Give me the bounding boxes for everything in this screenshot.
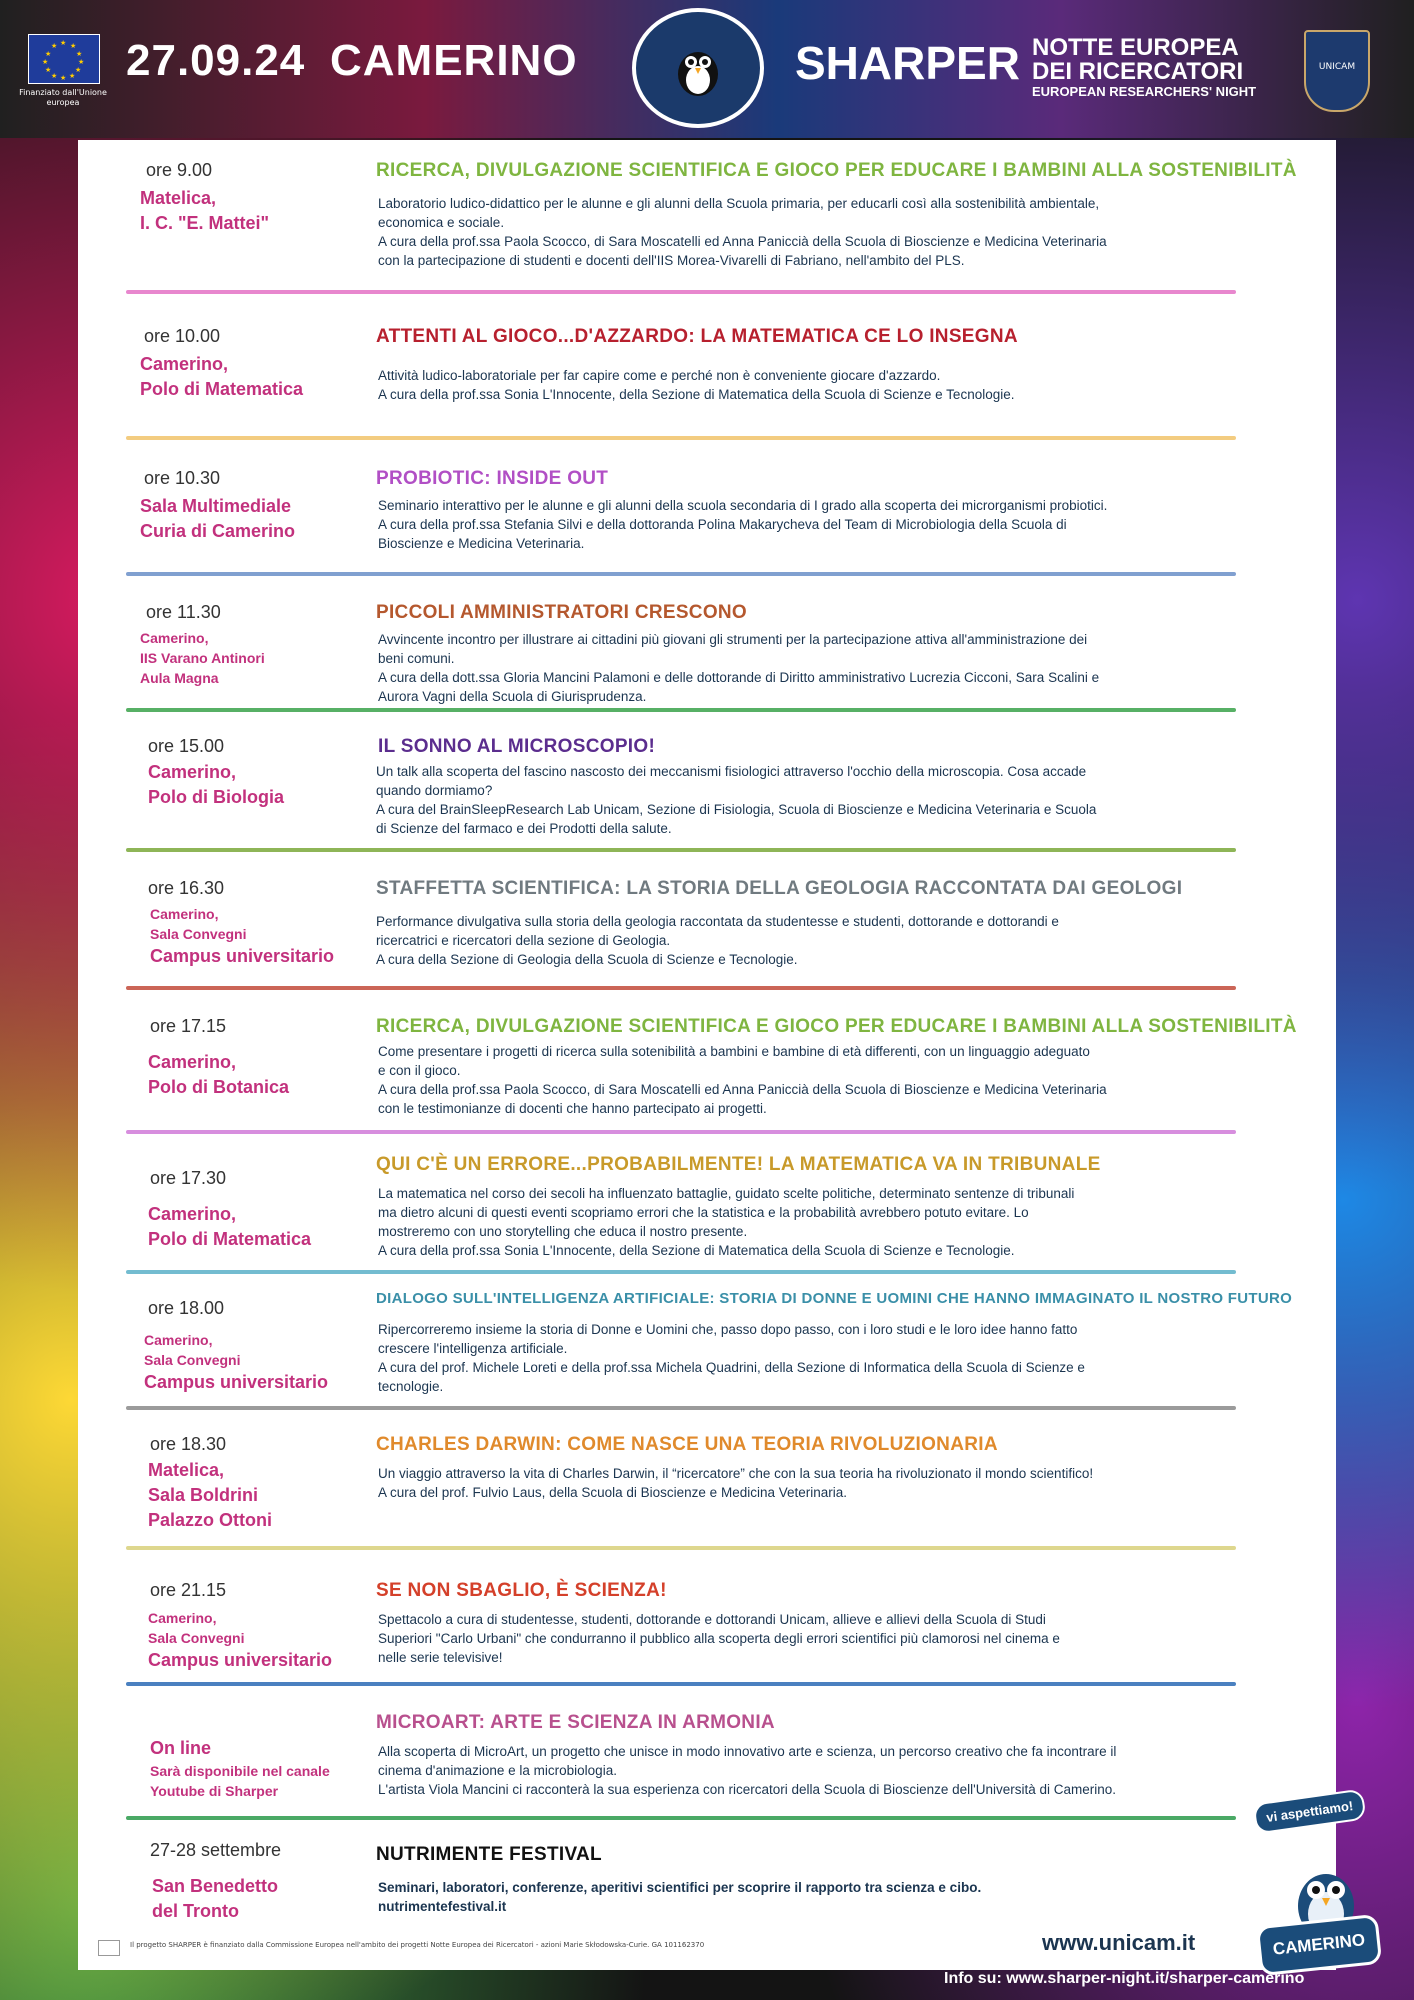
event-title: MICROART: ARTE E SCIENZA IN ARMONIA	[376, 1712, 775, 1733]
event-place: Camerino, Polo di Biologia	[148, 762, 284, 807]
event-time: ore 18.30	[150, 1434, 227, 1454]
event-place: Camerino, Polo di Matematica	[148, 1204, 312, 1249]
event-title: ATTENTI AL GIOCO...D'AZZARDO: LA MATEMATICA CE LO INSEGNA	[376, 326, 1018, 347]
eu-flag-icon: ★ ★ ★ ★ ★ ★ ★ ★ ★ ★ ★ ★	[28, 34, 100, 84]
owl-logo-icon	[666, 36, 730, 100]
event-time: ore 15.00	[148, 736, 225, 756]
event-title: STAFFETTA SCIENTIFICA: LA STORIA DELLA GEOLOGIA RACCONTATA DAI GEOLOGI	[376, 878, 1183, 899]
divider	[126, 1546, 1236, 1550]
info-link[interactable]: Info su: www.sharper-night.it/sharper-camerino	[944, 1970, 1305, 1987]
event-place: Camerino, IIS Varano Antinori Aula Magna	[140, 630, 265, 686]
event-title: DIALOGO SULL'INTELLIGENZA ARTIFICIALE: STORIA DI DONNE E UOMINI CHE HANNO IMMAGINATO IL NOSTRO FUTURO	[376, 1290, 1293, 1307]
event-title: SE NON SBAGLIO, È SCIENZA!	[376, 1580, 667, 1601]
divider	[126, 848, 1236, 852]
event-description: Spettacolo a cura di studentesse, studenti, dottorande e dottorandi Unicam, allieve e allievi della Scuola di Studi Superiori "Carlo Urbani" che condurranno il pubblico alla scoperta degli errori scientifici più clamorosi nel cinema e nelle serie televisive!	[378, 1612, 1060, 1665]
event-time: ore 16.30	[148, 878, 225, 898]
event-place: Matelica, Sala Boldrini Palazzo Ottoni	[148, 1460, 273, 1530]
event-time: ore 18.00	[148, 1298, 225, 1318]
divider	[126, 1682, 1236, 1686]
event-place: On line Sarà disponibile nel canale Youtube di Sharper	[150, 1738, 330, 1799]
eu-flag-small-icon	[98, 1940, 120, 1956]
event-title: QUI C'È UN ERRORE...PROBABILMENTE! LA MATEMATICA VA IN TRIBUNALE	[376, 1154, 1101, 1175]
event-time: ore 17.15	[150, 1016, 227, 1036]
event-description: Come presentare i progetti di ricerca sulla sotenibilità a bambini e bambine di età differenti, con un linguaggio adeguato e con il gioco. A cura della prof.ssa Paola Scocco, di Sara Moscatelli ed Anna Paniccià della Scuola di Bioscienze e Medicina Veterinaria con le testimonianze di docenti che hanno partecipato ai progetti.	[378, 1044, 1107, 1116]
event-title: PICCOLI AMMINISTRATORI CRESCONO	[376, 602, 748, 623]
funding-note: Il progetto SHARPER è finanziato dalla Commissione Europea nell'ambito dei progetti Notte Europea dei Ricercatori - azioni Marie Skłodowska-Curie. GA 101162370	[130, 1941, 705, 1949]
event-place: Camerino, Polo di Botanica	[148, 1052, 290, 1097]
event-description: Attività ludico-laboratoriale per far capire come e perché non è conveniente giocare d'azzardo. A cura della prof.ssa Sonia L'Innocente, della Sezione di Matematica della Scuola di Scienze e Tecnologie.	[378, 368, 1015, 402]
event-description: Un viaggio attraverso la vita di Charles Darwin, il “ricercatore” che con la sua teoria ha rivoluzionato il mondo scientifico! A cura del prof. Fulvio Laus, della Scuola di Bioscienze e Medicina Veterinaria.	[378, 1466, 1094, 1500]
divider	[126, 708, 1236, 712]
divider	[126, 1130, 1236, 1134]
program-panel	[78, 140, 1336, 1970]
event-title: PROBIOTIC: INSIDE OUT	[376, 468, 609, 489]
event-description: Alla scoperta di MicroArt, un progetto che unisce in modo innovativo arte e scienza, un percorso creativo che fa incontrare il cinema d'animazione e la microbiologia. L'artista Viola Mancini ci racconterà la sua esperienza con ricercatori della Scuola di Bioscienze dell'Università di Camerino.	[378, 1744, 1117, 1797]
sharper-logo	[632, 8, 764, 128]
notte-europea-title	[1032, 36, 1272, 84]
event-description: Ripercorreremo insieme la storia di Donne e Uomini che, passo dopo passo, con i loro studi e le loro idee hanno fatto crescere l'intelligenza artificiale. A cura del prof. Michele Loreti e della prof.ssa Michela Quadrini, della Sezione di Informatica della Scuola di Scienze e tecnologie.	[378, 1322, 1085, 1394]
notte-line-2: DEI RICERCATORI	[1032, 58, 1244, 85]
divider	[126, 1270, 1236, 1274]
sharper-title: SHARPER	[795, 37, 1020, 89]
event-title: IL SONNO AL MICROSCOPIO!	[378, 736, 656, 757]
event-time: ore 17.30	[150, 1168, 227, 1188]
divider	[126, 436, 1236, 440]
event-place: Sala Multimediale Curia di Camerino	[140, 496, 296, 541]
event-time: ore 21.15	[150, 1580, 227, 1600]
event-description: Laboratorio ludico-didattico per le alunne e gli alunni della Scuola primaria, per educarli così alla sostenibilità ambientale, economica e sociale. A cura della prof.ssa Paola Scocco, di Sara Moscatelli ed Anna Paniccià della Scuola di Bioscienze e Medicina Veterinaria con la partecipazione di studenti e docenti dell'IIS Morea-Vivarelli di Fabriano, nell'ambito del PLS.	[378, 196, 1107, 268]
event-time: 27-28 settembre	[150, 1840, 282, 1860]
event-time: ore 10.30	[144, 468, 221, 488]
event-time: ore 10.00	[144, 326, 221, 346]
camerino-badge: CAMERINO	[1256, 1914, 1383, 1976]
divider	[126, 1816, 1236, 1820]
divider	[126, 1406, 1236, 1410]
event-description: Seminario interattivo per le alunne e gli alunni della scuola secondaria di I grado alla scoperta dei microrganismi probiotici. A cura della prof.ssa Stefania Silvi e della dottoranda Polina Makarycheva del Team di Microbiologia della Scuola di Bioscienze e Medicina Veterinaria.	[378, 498, 1108, 551]
unicam-shield-icon	[1304, 30, 1370, 112]
event-place: Camerino, Sala Convegni Campus universitario	[150, 906, 335, 966]
divider	[126, 572, 1236, 576]
event-place: Camerino, Sala Convegni Campus universitario	[148, 1610, 333, 1670]
unicam-website-link[interactable]: www.unicam.it	[1042, 1930, 1196, 1955]
event-description: La matematica nel corso dei secoli ha influenzato battaglie, guidato scelte politiche, determinato sentenze di tribunali ma dietro alcuni di questi eventi scopriamo errori che la statistica e la probabilità avrebbero potuto evitare. Lo mostreremo con uno storytelling che educa il nostro presente. A cura della prof.ssa Sonia L'Innocente, della Sezione di Matematica della Scuola di Scienze e Tecnologie.	[378, 1186, 1075, 1258]
event-description: Performance divulgativa sulla storia della geologia raccontata da studentesse e studenti, dottorande e dottorandi e ricercatrici e ricercatori della sezione di Geologia. A cura della Sezione di Geologia della Scuola di Scienze e Tecnologie.	[376, 914, 1059, 967]
event-date: 27.09.24	[126, 36, 306, 85]
header-banner	[0, 0, 1414, 138]
event-title: RICERCA, DIVULGAZIONE SCIENTIFICA E GIOCO PER EDUCARE I BAMBINI ALLA SOSTENIBILITÀ	[376, 1016, 1297, 1037]
welcome-bubble: vi aspettiamo!	[1252, 1788, 1367, 1834]
event-description: Seminari, laboratori, conferenze, aperitivi scientifici per scoprire il rapporto tra scienza e cibo. nutrimentefestival.it	[378, 1880, 982, 1914]
event-city: CAMERINO	[330, 36, 578, 85]
divider	[126, 986, 1236, 990]
event-time: ore 11.30	[146, 602, 221, 622]
event-place: Camerino, Sala Convegni Campus universitario	[144, 1332, 329, 1392]
event-description: Un talk alla scoperta del fascino nascosto dei meccanismi fisiologici attraverso l'occhio della microscopia. Cosa accade quando dormiamo? A cura del BrainSleepResearch Lab Unicam, Sezione di Fisiologia, Scuola di Bioscienze e Medicina Veterinaria e Scuola di Scienze del farmaco e dei Prodotti della salute.	[376, 764, 1097, 836]
event-title: NUTRIMENTE FESTIVAL	[376, 1844, 602, 1865]
researchers-night-subtitle: EUROPEAN RESEARCHERS' NIGHT	[1032, 84, 1257, 99]
event-place: Camerino, Polo di Matematica	[140, 354, 304, 399]
event-place: Matelica, I. C. "E. Mattei"	[140, 188, 270, 233]
event-place: San Benedetto del Tronto	[152, 1876, 279, 1921]
event-description: Avvincente incontro per illustrare ai cittadini più giovani gli strumenti per la partecipazione attiva all'amministrazione dei beni comuni. A cura della dott.ssa Gloria Mancini Palamoni e delle dottorande di Diritto amministrativo Lucrezia Cicconi, Sara Scalini e Aurora Vagni della Scuola di Giurisprudenza.	[378, 632, 1100, 704]
event-time: ore 9.00	[146, 160, 213, 180]
event-title: CHARLES DARWIN: COME NASCE UNA TEORIA RIVOLUZIONARIA	[376, 1434, 998, 1455]
unicam-label: UNICAM	[1318, 62, 1356, 72]
divider	[126, 290, 1236, 294]
eu-caption: Finanziato dall'Unione europea	[19, 88, 107, 107]
notte-line-1: NOTTE EUROPEA	[1032, 34, 1239, 61]
event-title: RICERCA, DIVULGAZIONE SCIENTIFICA E GIOCO PER EDUCARE I BAMBINI ALLA SOSTENIBILITÀ	[376, 160, 1297, 181]
